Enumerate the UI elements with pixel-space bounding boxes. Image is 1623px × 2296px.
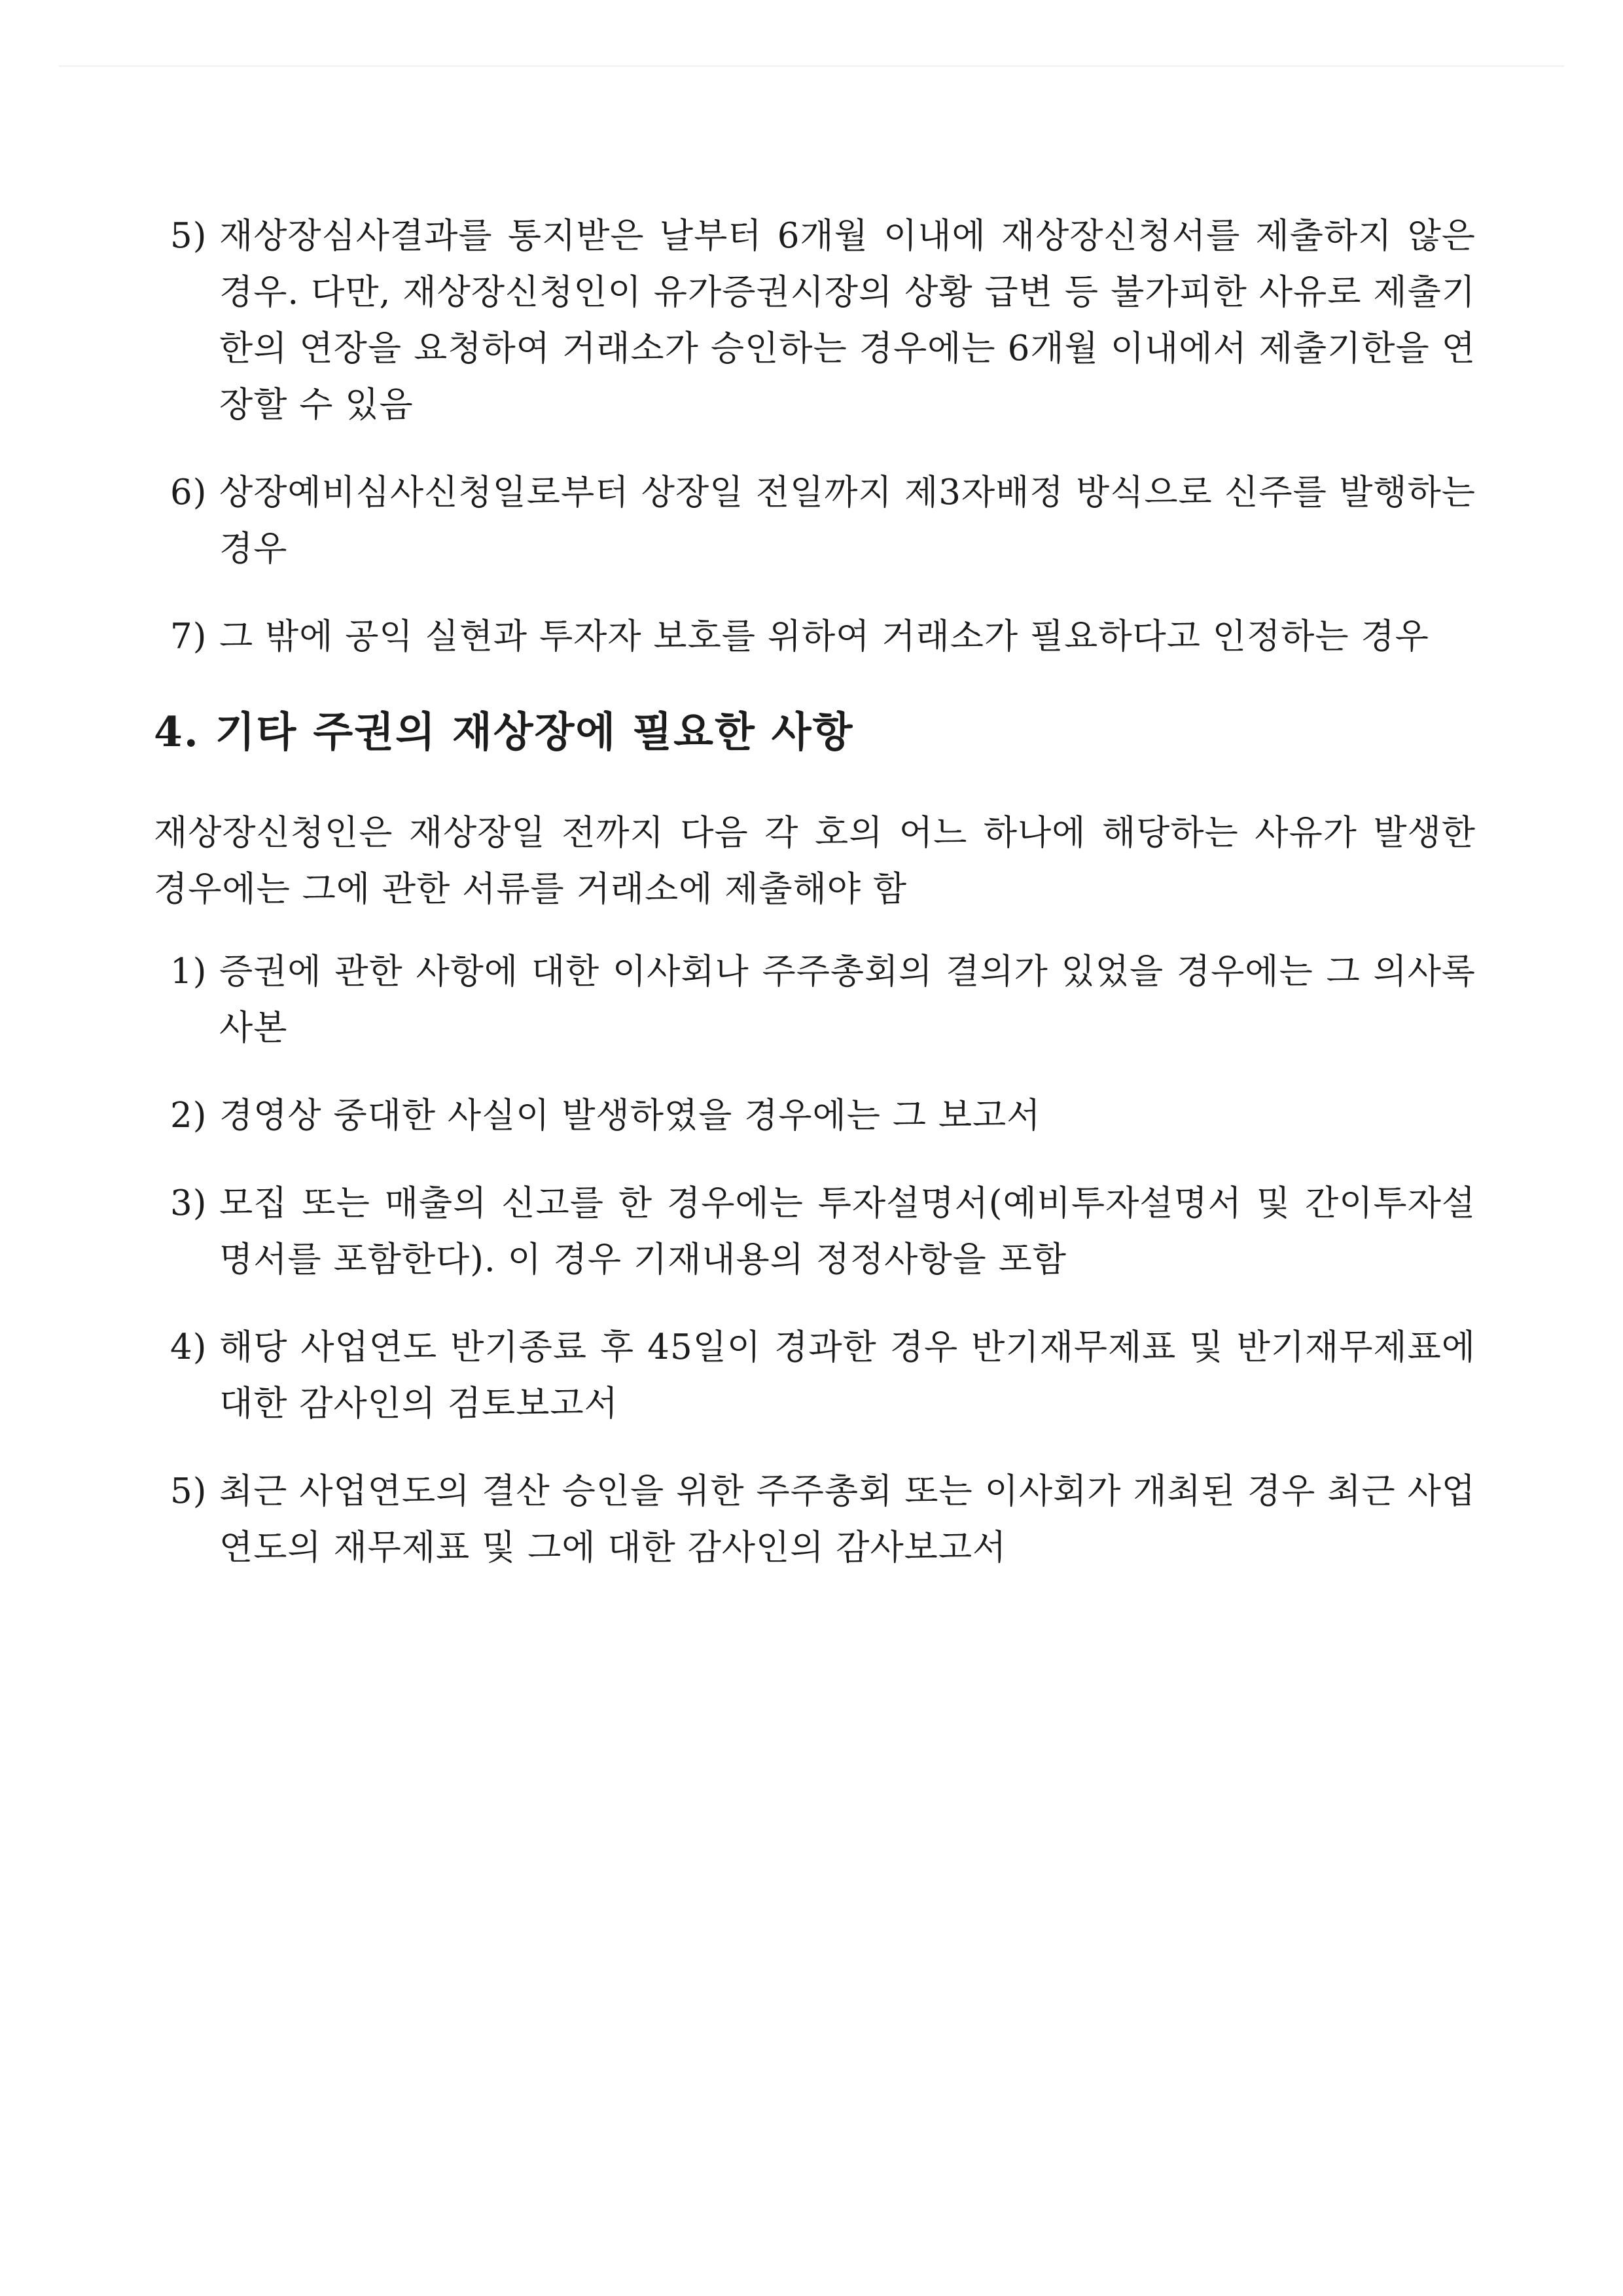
list-item: [160, 609, 1476, 665]
item-number: 5): [170, 216, 207, 256]
item-number: 6): [170, 473, 207, 512]
item-number: 2): [170, 1096, 207, 1136]
top-divider: [59, 65, 1564, 67]
item-text: 그 밖에 공익 실현과 투자자 보호를 위하여 거래소가 필요하다고 인정하는 경우: [219, 617, 1429, 656]
document-body: [154, 208, 1476, 1607]
list-item: [160, 1463, 1476, 1576]
item-text: 증권에 관한 사항에 대한 이사회나 주주총회의 결의가 있었을 경우에는 그 의사록 사본: [219, 952, 1476, 1048]
item-text: 해당 사업연도 반기종료 후 45일이 경과한 경우 반기재무제표 및 반기재무제표에 대한 감사인의 검토보고서: [219, 1327, 1476, 1424]
item-text: 모집 또는 매출의 신고를 한 경우에는 투자설명서(예비투자설명서 및 간이투자설명서를 포함한다). 이 경우 기재내용의 정정사항을 포함: [219, 1183, 1476, 1280]
item-number: 3): [170, 1183, 207, 1223]
item-number: 4): [170, 1327, 207, 1367]
list-item: [160, 944, 1476, 1056]
section-heading: 4. 기타 주권의 재상장에 필요한 사항: [154, 708, 854, 756]
list-item: [160, 465, 1476, 577]
item-number: 5): [170, 1471, 207, 1511]
section-intro: 재상장신청인은 재상장일 전까지 다음 각 호의 어느 하나에 해당하는 사유가 발생한 경우에는 그에 관한 서류를 거래소에 제출해야 함: [154, 813, 1476, 909]
item-text: 상장예비심사신청일로부터 상장일 전일까지 제3자배정 방식으로 신주를 발행하는 경우: [219, 473, 1476, 569]
item-text: 경영상 중대한 사실이 발생하였을 경우에는 그 보고서: [219, 1096, 1041, 1136]
item-text: 최근 사업연도의 결산 승인을 위한 주주총회 또는 이사회가 개최된 경우 최근 사업연도의 재무제표 및 그에 대한 감사인의 감사보고서: [219, 1471, 1476, 1568]
list-item: [160, 208, 1476, 433]
item-number: 7): [170, 617, 207, 656]
item-number: 1): [170, 952, 207, 992]
list-item: [160, 1175, 1476, 1288]
list-item: [160, 1088, 1476, 1144]
list-item: [160, 1319, 1476, 1432]
item-text: 재상장심사결과를 통지받은 날부터 6개월 이내에 재상장신청서를 제출하지 않은 경우. 다만, 재상장신청인이 유가증권시장의 상황 급변 등 불가피한 사유로 제출기한의 연장을 요청하여 거래소가 승인하는 경우에는 6개월 이내에서 제출기한을 연장할 수 있음: [219, 216, 1476, 425]
